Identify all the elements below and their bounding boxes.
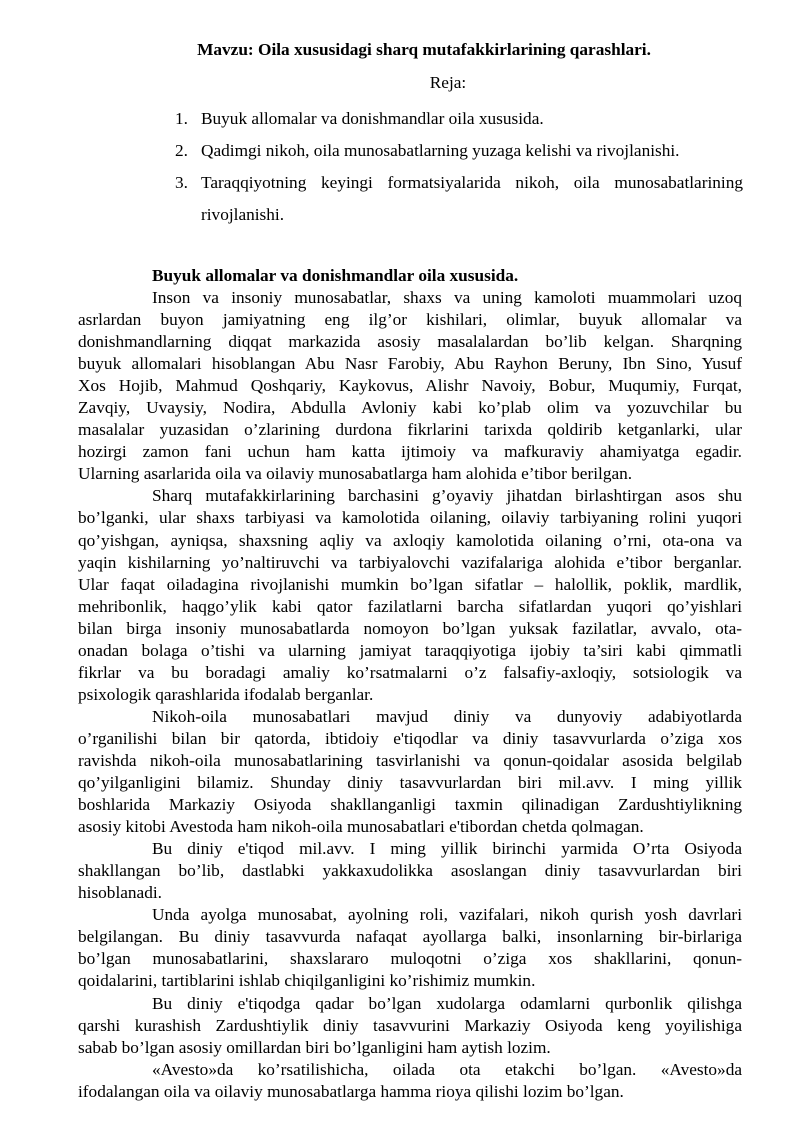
paragraph-line: boshlarida Markaziy Osiyoda shakllanganligi taxmin qilinadigan Zardushtiylikning	[78, 795, 742, 815]
paragraph-line: hisoblanadi.	[78, 883, 162, 903]
paragraph-line: Ularning asarlarida oila va oilaviy munosabatlarga ham alohida e’tibor berilgan.	[78, 464, 633, 484]
paragraph-line: psixologik qarashlarida ifodalab berganlar.	[78, 684, 374, 704]
paragraph-line: asosiy kitobi Avestoda ham nikoh-oila munosabatlari e'tibordan chetda qolmagan.	[78, 817, 644, 837]
paragraph-line: hozirgi zamon fani uchun ham katta ijtimoiy va mafkuraviy ahamiyatga egadir.	[78, 442, 742, 462]
paragraph-line: qo’yilganligini bilamiz. Shunday diniy tasavvurlardan biri mil.avv. I ming yillik	[78, 773, 742, 793]
paragraph-line: Ular faqat oiladagina rivojlanishi mumkin bo’lgan sifatlar – halollik, poklik, mardlik,	[78, 574, 742, 594]
plan-item	[175, 167, 743, 231]
paragraph	[78, 287, 742, 485]
plan-item-text-line: Qadimgi nikoh, oila munosabatlarning yuzaga kelishi va rivojlanishi.	[201, 141, 680, 160]
paragraph	[78, 706, 742, 838]
section-heading: Buyuk allomalar va donishmandlar oila xususida.	[152, 266, 519, 285]
paragraph-line: sabab bo’lgan asosiy omillardan biri bo’lganligini ham aytish lozim.	[78, 1037, 551, 1057]
plan-item	[175, 103, 743, 135]
plan-item	[175, 135, 743, 167]
paragraph	[78, 904, 742, 992]
paragraph-line: Nikoh-oila munosabatlari mavjud diniy va dunyoviy adabiyotlarda	[152, 706, 742, 726]
paragraph-line: Bu diniy e'tiqodga qadar bo’lgan xudolarga odamlarni qurbonlik qilishga	[152, 993, 742, 1013]
body-text	[78, 287, 742, 1103]
paragraph-line: mehribonlik, haqgo’ylik kabi qator fazilatlarni barcha sifatlardan yuqori qo’yishlari	[78, 596, 742, 616]
paragraph-line: qarshi kurashish Zardushtiylik diniy tasavvurini Markaziy Osiyoda keng yoyilishiga	[78, 1015, 742, 1035]
plan-heading: Reja:	[429, 73, 467, 92]
paragraph-line: Sharq mutafakkirlarining barchasini g’oyaviy jihatdan birlashtirgan asos shu	[152, 486, 742, 506]
paragraph-line: belgilangan. Bu diniy tasavvurda nafaqat ayollarga balki, insonlarning bir-birlariga	[78, 927, 742, 947]
paragraph	[78, 1059, 742, 1103]
paragraph-line: «Avesto»da ko’rsatilishicha, oilada ota etakchi bo’lgan. «Avesto»da	[152, 1059, 742, 1079]
document-title: Mavzu: Oila xususidagi sharq mutafakkirlarining qarashlari.	[197, 40, 651, 59]
paragraph-line: Bu diniy e'tiqod mil.avv. I ming yillik birinchi yarmida O’rta Osiyoda	[152, 839, 742, 859]
plan-list	[175, 103, 743, 231]
paragraph-line: yaqin kishilarning yo’naltiruvchi va tarbiyalovchi vazifalariga alohida e’tibor berganlar.	[78, 552, 742, 572]
paragraph-line: masalalar yuzasidan o’zlarining durdona fikrlarini tarixda qoldirib ketganlarki, ular	[78, 420, 742, 440]
paragraph-line: shakllangan bo’lib, dastlabki yakkaxudolikka asoslangan diniy tasavvurlardan biri	[78, 861, 742, 881]
paragraph-line: Xos Hojib, Mahmud Qoshqariy, Kaykovus, Alishr Navoiy, Bobur, Muqumiy, Furqat,	[78, 376, 742, 396]
paragraph-line: o’rganilishi bilan bir qatorda, ibtidoiy e'tiqodlar va diniy tasavvurlarda o’ziga xos	[78, 728, 742, 748]
plan-item-number: 3.	[175, 173, 188, 192]
paragraph-line: fikrlar va bu boradagi amaliy ko’rsatmalarni o’z falsafiy-axloqiy, sotsiologik va	[78, 662, 742, 682]
paragraph-line: donishmandlarning diqqat markazida asosiy masalalardan bo’lib kelgan. Sharqning	[78, 332, 742, 352]
paragraph	[78, 993, 742, 1059]
paragraph-line: buyuk allomalari hisoblangan Abu Nasr Farobiy, Abu Rayhon Beruny, Ibn Sino, Yusuf	[78, 354, 742, 374]
paragraph-line: bo’lgan munosabatlarini, shaxslararo muloqotni o’ziga xos shakllarini, qonun-	[78, 949, 742, 969]
paragraph-line: asrlardan buyon jamiyatning eng ilg’or kishilari, olimlar, buyuk allomalar va	[78, 310, 742, 330]
paragraph	[78, 838, 742, 904]
paragraph-line: Unda ayolga munosabat, ayolning roli, vazifalari, nikoh qurish yosh davrlari	[152, 905, 742, 925]
paragraph-line: ravishda nikoh-oila munosabatlarining tasvirlanishi va qonun-qoidalar asosida belgilab	[78, 750, 742, 770]
plan-item-number: 1.	[175, 109, 188, 128]
plan-item-text-line: Taraqqiyotning keyingi formatsiyalarida nikoh, oila munosabatlarining	[201, 173, 743, 192]
paragraph-line: ifodalangan oila va oilaviy munosabatlarga hamma rioya qilishi lozim bo’lgan.	[78, 1081, 624, 1101]
paragraph-line: Inson va insoniy munosabatlar, shaxs va uning kamoloti muammolari uzoq	[152, 288, 742, 307]
paragraph-line: qoidalarini, tartiblarini ishlab chiqilganligini ko’rishimiz mumkin.	[78, 971, 536, 991]
paragraph-line: onadan bolaga o’tishi va ularning jamiyat taraqqiyotiga ijobiy ta’siri kabi qimmatli	[78, 640, 742, 660]
plan-item-text-line: Buyuk allomalar va donishmandlar oila xususida.	[201, 109, 544, 128]
paragraph-line: qo’yishgan, ayniqsa, shaxsning aqliy va axloqiy kamolotida oilaning o’rni, ota-ona va	[78, 530, 742, 550]
paragraph	[78, 485, 742, 705]
paragraph-line: Zavqiy, Uvaysiy, Nodira, Abdulla Avloniy kabi ko’plab olim va yozuvchilar bu	[78, 398, 742, 418]
paragraph-line: bilan birga insoniy munosabatlarda nomoyon bo’lgan yuksak fazilatlar, avvalo, ota-	[78, 618, 742, 638]
plan-item-text-line: rivojlanishi.	[201, 205, 285, 224]
paragraph-line: bo’lganki, ular shaxs tarbiyasi va kamolotida oilaning, oilaviy tarbiyaning rolini yuqori	[78, 508, 742, 528]
plan-item-number: 2.	[175, 141, 188, 160]
